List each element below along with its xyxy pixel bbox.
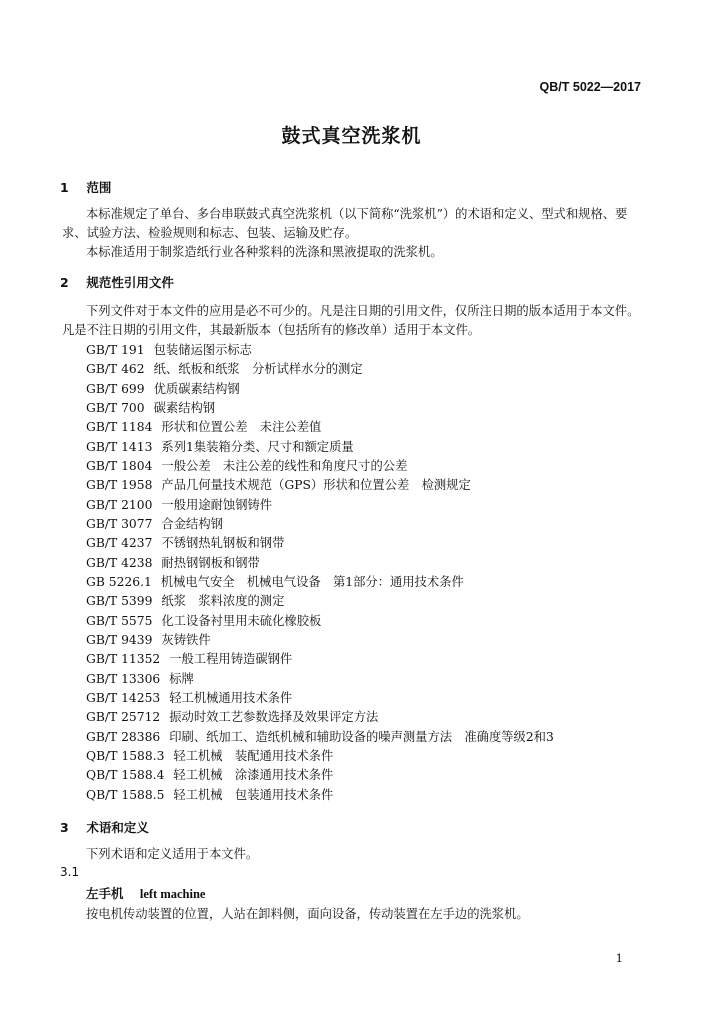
reference-title: 振动时效工艺参数选择及效果评定方法 (169, 710, 379, 725)
reference-title: 合金结构钢 (161, 516, 223, 531)
reference-code: GB/T 11352 (86, 652, 161, 667)
reference-code: GB/T 28386 (86, 729, 161, 744)
reference-title: 标牌 (169, 671, 194, 686)
section-number: 2 (60, 275, 69, 290)
reference-code: QB/T 1588.3 (86, 748, 165, 763)
section-title: 术语和定义 (86, 820, 149, 835)
reference-code: GB/T 1804 (86, 458, 153, 473)
reference-item (86, 360, 646, 379)
reference-item (86, 515, 646, 534)
reference-item (86, 612, 646, 631)
reference-code: GB/T 1413 (86, 439, 153, 454)
reference-title: 一般公差 未注公差的线性和角度尺寸的公差 (161, 458, 408, 473)
section-3-intro: 下列术语和定义适用于本文件。 (86, 847, 259, 861)
reference-title: 灰铸铁件 (161, 632, 211, 647)
reference-code: GB/T 699 (86, 381, 145, 396)
section-2-heading (60, 273, 174, 291)
reference-item (86, 476, 646, 495)
reference-title: 一般用途耐蚀钢铸件 (161, 497, 273, 512)
term-definition: 按电机传动装置的位置，人站在卸料侧，面向设备，传动装置在左手边的洗浆机。 (86, 907, 529, 921)
reference-code: GB/T 462 (86, 362, 145, 377)
reference-title: 轻工机械 涂漆通用技术条件 (173, 768, 334, 783)
reference-title: 系列1集装箱分类、尺寸和额定质量 (161, 439, 354, 454)
reference-item (86, 650, 646, 669)
reference-item (86, 554, 646, 573)
reference-item (86, 573, 646, 592)
reference-item (86, 496, 646, 515)
section-title: 规范性引用文件 (86, 275, 174, 290)
reference-title: 轻工机械 装配通用技术条件 (173, 748, 334, 763)
term-chinese: 左手机 (86, 886, 124, 901)
reference-code: GB/T 4237 (86, 536, 153, 551)
reference-code: GB/T 14253 (86, 690, 161, 705)
reference-code: GB/T 2100 (86, 497, 153, 512)
reference-item (86, 438, 646, 457)
reference-title: 纸浆 浆料浓度的测定 (161, 594, 285, 609)
reference-title: 化工设备衬里用未硫化橡胶板 (161, 613, 322, 628)
section-title: 范围 (86, 180, 112, 195)
reference-code: GB/T 25712 (86, 710, 161, 725)
section-number: 3 (60, 820, 69, 835)
term-english: left machine (139, 887, 206, 901)
reference-title: 形状和位置公差 未注公差值 (161, 420, 322, 435)
reference-code: GB/T 1184 (86, 420, 153, 435)
reference-code: GB/T 3077 (86, 516, 153, 531)
reference-code: GB/T 4238 (86, 555, 153, 570)
reference-item (86, 670, 646, 689)
reference-title: 机械电气安全 机械电气设备 第1部分：通用技术条件 (160, 574, 464, 589)
reference-title: 轻工机械 包装通用技术条件 (173, 787, 334, 802)
reference-code: GB/T 191 (86, 343, 145, 357)
reference-item (86, 399, 646, 418)
reference-code: GB/T 13306 (86, 671, 161, 686)
reference-title: 纸、纸板和纸浆 分析试样水分的测定 (153, 362, 363, 377)
document-title: 鼓式真空洗浆机 (281, 125, 422, 147)
reference-item (86, 592, 646, 611)
reference-code: GB 5226.1 (86, 574, 152, 589)
reference-item (86, 689, 646, 708)
section-1-paragraph-2: 本标准适用于制浆造纸行业各种浆料的洗涤和黑液提取的洗浆机。 (86, 245, 443, 259)
reference-title: 包装储运图示标志 (153, 343, 252, 357)
reference-code: GB/T 9439 (86, 632, 153, 647)
reference-item (86, 786, 646, 805)
reference-title: 碳素结构钢 (153, 400, 216, 415)
reference-code: QB/T 1588.5 (86, 787, 165, 802)
reference-item (86, 534, 646, 553)
reference-item (86, 766, 646, 785)
reference-item (86, 708, 646, 727)
reference-item (86, 341, 646, 360)
reference-title: 不锈钢热轧钢板和钢带 (161, 536, 285, 551)
section-1-paragraph-1: 本标准规定了单台、多台串联鼓式真空洗浆机（以下简称“洗浆机”）的术语和定义、型式和规格、要求、试验方法、检验规则和标志、包装、运输及贮存。 (62, 207, 628, 240)
reference-title: 优质碳素结构钢 (153, 381, 240, 396)
reference-code: GB/T 5399 (86, 594, 153, 609)
term-heading (86, 884, 205, 902)
reference-title: 一般工程用铸造碳钢件 (169, 652, 293, 667)
section-3-heading (60, 818, 149, 836)
standard-code: QB/T 5022—2017 (539, 80, 641, 94)
page-number: 1 (615, 951, 623, 965)
reference-code: GB/T 5575 (86, 613, 153, 628)
reference-item (86, 457, 646, 476)
reference-title: 轻工机械通用技术条件 (169, 690, 293, 705)
normative-references-list (86, 341, 646, 805)
section-2-intro: 下列文件对于本文件的应用是必不可少的。凡是注日期的引用文件，仅所注日期的版本适用于本文件。凡是不注日期的引用文件，其最新版本（包括所有的修改单）适用于本文件。 (62, 304, 640, 337)
reference-code: GB/T 1958 (86, 478, 153, 493)
section-number: 1 (60, 180, 69, 195)
reference-item (86, 418, 646, 437)
reference-code: GB/T 700 (86, 400, 145, 415)
reference-item (86, 728, 646, 747)
reference-item (86, 380, 646, 399)
section-1-heading (60, 178, 111, 196)
reference-item (86, 747, 646, 766)
reference-title: 产品几何量技术规范（GPS）形状和位置公差 检测规定 (161, 478, 471, 493)
reference-title: 印刷、纸加工、造纸机械和辅助设备的噪声测量方法 准确度等级2和3 (169, 729, 554, 744)
subclause-number: 3.1 (60, 865, 80, 879)
reference-item (86, 631, 646, 650)
reference-code: QB/T 1588.4 (86, 768, 165, 783)
reference-title: 耐热钢钢板和钢带 (161, 555, 260, 570)
